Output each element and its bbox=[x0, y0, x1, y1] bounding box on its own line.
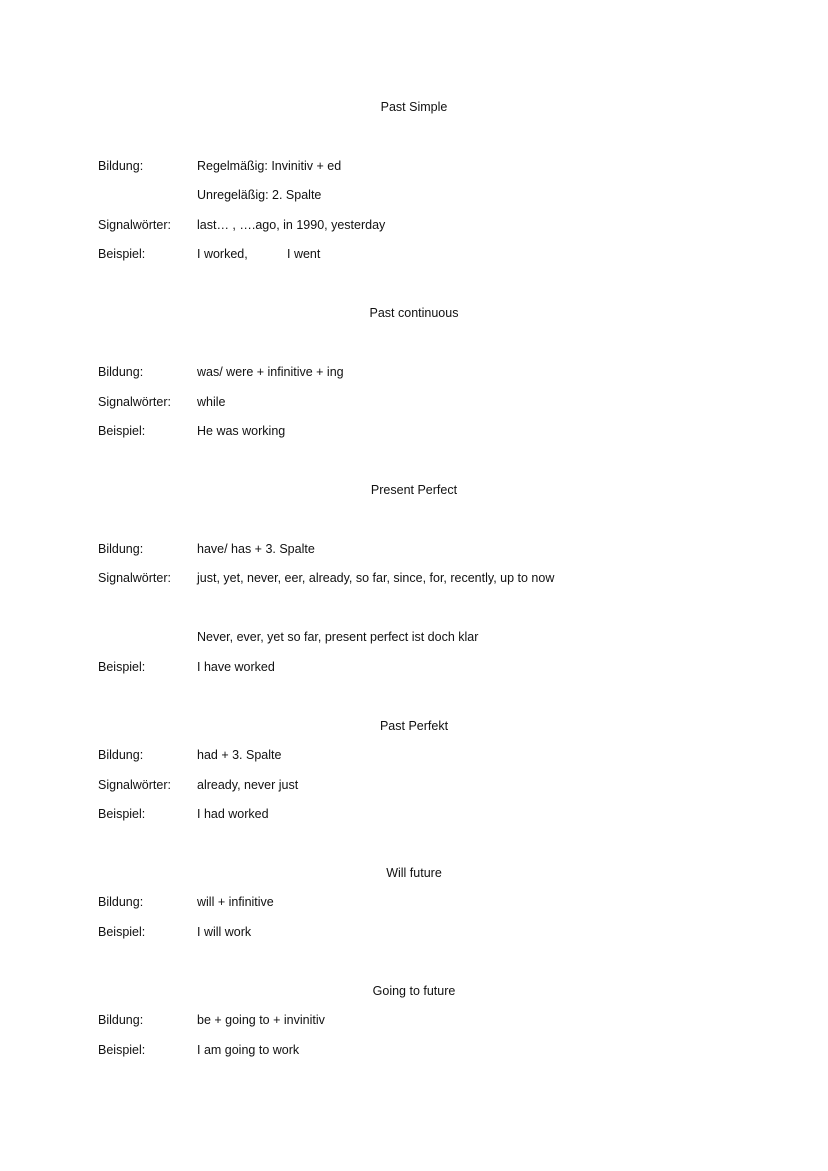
mnemonic-line: Never, ever, yet so far, present perfect ist doch klar bbox=[197, 630, 479, 644]
label-beispiel: Beispiel: bbox=[98, 925, 146, 939]
label-bildung: Bildung: bbox=[98, 542, 144, 556]
value-beispiel: I am going to work bbox=[197, 1043, 300, 1057]
value-bildung: will + infinitive bbox=[197, 895, 274, 909]
value-beispiel: I had worked bbox=[197, 807, 269, 821]
label-bildung: Bildung: bbox=[98, 748, 144, 762]
value-signalwoerter: already, never just bbox=[197, 778, 299, 792]
label-beispiel: Beispiel: bbox=[98, 1043, 146, 1057]
value-signalwoerter: just, yet, never, eer, already, so far, since, for, recently, up to now bbox=[197, 571, 555, 585]
value-bildung: had + 3. Spalte bbox=[197, 748, 282, 762]
value-beispiel-2: I went bbox=[287, 247, 321, 261]
value-beispiel: I have worked bbox=[197, 660, 275, 674]
label-beispiel: Beispiel: bbox=[98, 807, 146, 821]
label-signalwoerter: Signalwörter: bbox=[98, 778, 171, 792]
label-bildung: Bildung: bbox=[98, 159, 144, 173]
label-signalwoerter: Signalwörter: bbox=[98, 571, 171, 585]
value-bildung: have/ has + 3. Spalte bbox=[197, 542, 315, 556]
section-title-past-continuous: Past continuous bbox=[369, 306, 459, 320]
label-beispiel: Beispiel: bbox=[98, 660, 146, 674]
value-beispiel-1: I worked, bbox=[197, 247, 248, 261]
label-bildung: Bildung: bbox=[98, 1013, 144, 1027]
section-title-present-perfect: Present Perfect bbox=[370, 483, 458, 497]
section-title-past-perfect: Past Perfekt bbox=[379, 719, 449, 733]
label-bildung: Bildung: bbox=[98, 365, 144, 379]
section-title-going-to-future: Going to future bbox=[372, 984, 456, 998]
label-signalwoerter: Signalwörter: bbox=[98, 218, 171, 232]
section-title-will-future: Will future bbox=[386, 866, 442, 880]
value-bildung-irregular: Unregeläßig: 2. Spalte bbox=[197, 188, 322, 202]
value-signalwoerter: while bbox=[197, 395, 226, 409]
label-beispiel: Beispiel: bbox=[98, 424, 146, 438]
label-bildung: Bildung: bbox=[98, 895, 144, 909]
value-bildung: be + going to + invinitiv bbox=[197, 1013, 325, 1027]
value-beispiel: I will work bbox=[197, 925, 252, 939]
value-bildung: was/ were + infinitive + ing bbox=[197, 365, 344, 379]
value-signalwoerter: last… , ….ago, in 1990, yesterday bbox=[197, 218, 386, 232]
value-beispiel: He was working bbox=[197, 424, 286, 438]
value-bildung-regular: Regelmäßig: Invinitiv + ed bbox=[197, 159, 342, 173]
section-title-past-simple: Past Simple bbox=[380, 100, 448, 114]
label-beispiel: Beispiel: bbox=[98, 247, 146, 261]
label-signalwoerter: Signalwörter: bbox=[98, 395, 171, 409]
